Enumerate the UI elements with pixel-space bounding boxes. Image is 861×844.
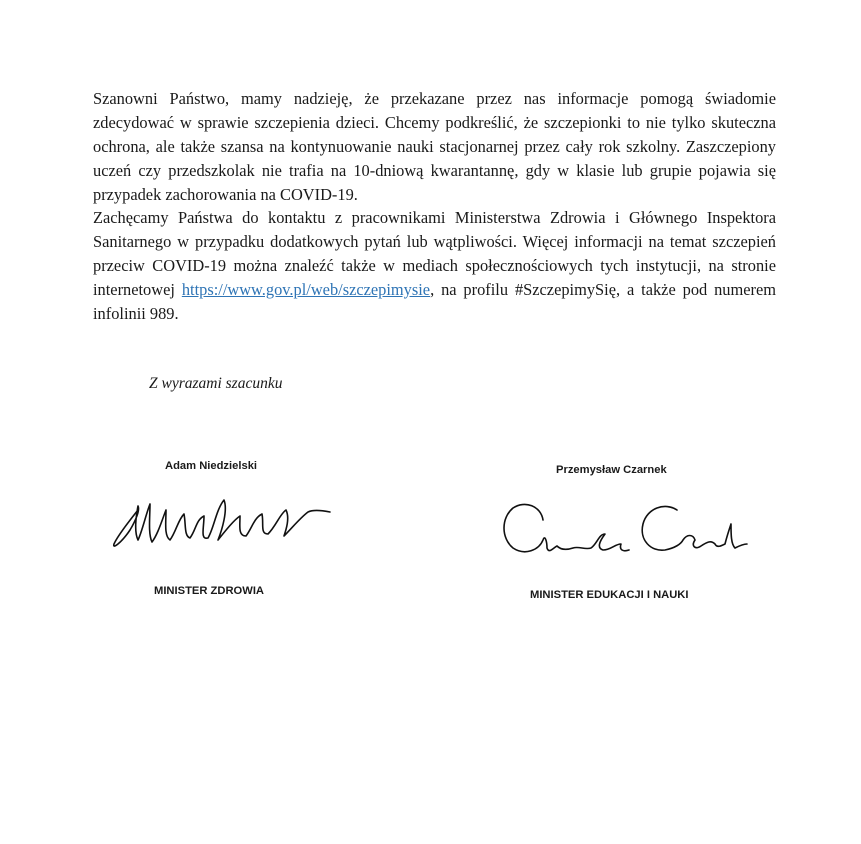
signatory-2-name: Przemysław Czarnek: [556, 464, 667, 476]
signature-1-image: [100, 480, 340, 560]
paragraph-1-text: Szanowni Państwo, mamy nadzieję, że przekazane przez nas informacje pomogą świadomie zdecydować w sprawie szczepienia dzieci. Chcemy podkreślić, że szczepionki to nie tylko skuteczna ochrona, ale także szansa na kontynuowanie nauki stacjonarnej przez cały rok szkolny. Zaszczepiony uczeń czy przedszkolak nie trafia na 10-dniową kwarantannę, gdy w klasie lub grupie pojawia się przypadek zachorowania na COVID-19.: [93, 89, 776, 204]
letter-paragraph-1: [93, 87, 776, 207]
szczepimysie-website-link[interactable]: https://www.gov.pl/web/szczepimysie: [181, 280, 431, 299]
paragraph-2-text-after-link: , na profilu #SzczepimySię, a także pod numerem infolinii 989.: [93, 280, 776, 323]
letter-paragraph-2: [93, 206, 776, 326]
closing-salutation: Z wyrazami szacunku: [149, 375, 283, 392]
signatory-2-title: MINISTER EDUKACJI I NAUKI: [530, 589, 689, 601]
signatory-1-name: Adam Niedzielski: [165, 460, 258, 472]
signature-2-image: [495, 490, 750, 565]
paragraph-2-text-before-link: Zachęcamy Państwa do kontaktu z pracownikami Ministerstwa Zdrowia i Głównego Inspektora Sanitarnego w przypadku dodatkowych pytań lub wątpliwości. Więcej informacji na temat szczepień przeciw COVID-19 można znaleźć także w mediach społecznościowych tych instytucji, na stronie internetowej: [93, 208, 776, 299]
signatory-1-title: MINISTER ZDROWIA: [154, 585, 265, 597]
